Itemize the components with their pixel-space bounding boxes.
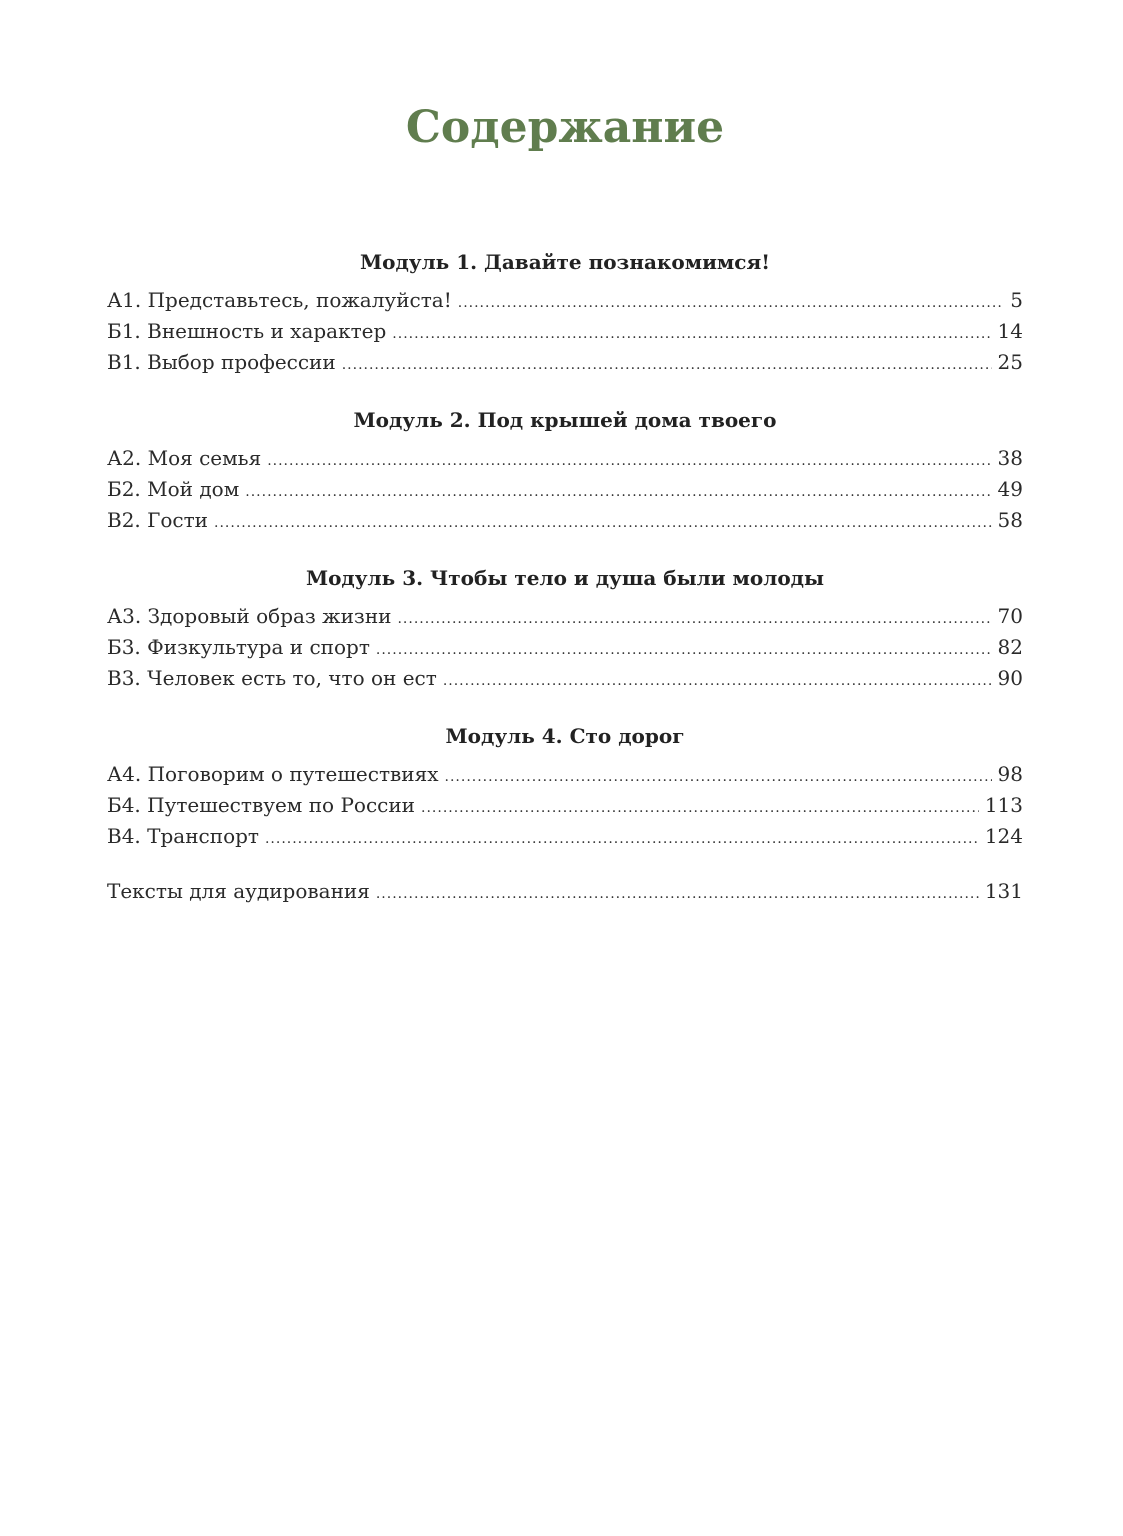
toc-entry-label: Б4. Путешествуем по России	[107, 793, 416, 817]
toc-entry-label: А3. Здоровый образ жизни	[107, 604, 392, 628]
toc-entry-page: 25	[997, 350, 1023, 374]
dot-leader	[267, 446, 991, 477]
toc-entry[interactable]	[107, 632, 1023, 663]
dot-leader	[245, 477, 991, 508]
toc-entry[interactable]	[107, 663, 1023, 694]
toc-entry-page: 14	[997, 319, 1023, 343]
toc-entry-page: 70	[997, 604, 1023, 628]
dot-leader	[443, 666, 992, 697]
toc-entry[interactable]	[107, 759, 1023, 790]
toc-entry-page: 38	[997, 446, 1023, 470]
dot-leader	[214, 508, 992, 539]
toc-entry-label: В2. Гости	[107, 508, 209, 532]
toc-entry-label: Тексты для аудирования	[107, 879, 370, 903]
toc-entry-page: 58	[997, 508, 1023, 532]
toc-entry-label: Б2. Мой дом	[107, 477, 240, 501]
dot-leader	[376, 879, 979, 910]
toc-entry[interactable]	[107, 316, 1023, 347]
toc-entry[interactable]	[107, 443, 1023, 474]
toc-entry-label: А4. Поговорим о путешествиях	[107, 762, 439, 786]
toc-entry[interactable]	[107, 285, 1023, 316]
page-title: Содержание	[405, 102, 725, 153]
toc-entry-page: 5	[1010, 288, 1023, 312]
toc-entry-label: А1. Представьтесь, пожалуйста!	[107, 288, 452, 312]
module-4	[107, 718, 1023, 852]
toc-entry[interactable]	[107, 601, 1023, 632]
toc-entry-label: В4. Транспорт	[107, 824, 259, 848]
module-1	[107, 244, 1023, 378]
dot-leader	[392, 319, 991, 350]
toc-entry-page: 82	[997, 635, 1023, 659]
module-heading: Модуль 2. Под крышей дома твоего	[353, 408, 777, 432]
toc-entry-label: Б1. Внешность и характер	[107, 319, 387, 343]
dot-leader	[458, 288, 1005, 319]
toc-entry[interactable]	[107, 790, 1023, 821]
toc-entry[interactable]	[107, 474, 1023, 505]
table-of-contents	[107, 244, 1023, 907]
toc-entry[interactable]	[107, 347, 1023, 378]
module-2	[107, 402, 1023, 536]
toc-entry-label: В3. Человек есть то, что он ест	[107, 666, 437, 690]
toc-entry-appendix[interactable]	[107, 876, 1023, 907]
dot-leader	[421, 793, 979, 824]
toc-entry-page: 49	[997, 477, 1023, 501]
toc-entry-page: 113	[984, 793, 1023, 817]
module-heading: Модуль 3. Чтобы тело и душа были молоды	[305, 566, 825, 590]
toc-entry-page: 124	[984, 824, 1023, 848]
module-3	[107, 560, 1023, 694]
module-heading: Модуль 4. Сто дорог	[445, 724, 685, 748]
toc-entry-page: 98	[997, 762, 1023, 786]
dot-leader	[397, 604, 991, 635]
toc-entry-page: 90	[997, 666, 1023, 690]
dot-leader	[445, 762, 992, 793]
module-heading: Модуль 1. Давайте познакомимся!	[359, 250, 771, 274]
toc-entry[interactable]	[107, 821, 1023, 852]
toc-entry-label: А2. Моя семья	[107, 446, 262, 470]
toc-entry-page: 131	[984, 879, 1023, 903]
toc-entry-label: Б3. Физкультура и спорт	[107, 635, 370, 659]
dot-leader	[342, 350, 992, 381]
toc-entry-label: В1. Выбор профессии	[107, 350, 336, 374]
dot-leader	[376, 635, 992, 666]
dot-leader	[265, 824, 979, 855]
toc-entry[interactable]	[107, 505, 1023, 536]
